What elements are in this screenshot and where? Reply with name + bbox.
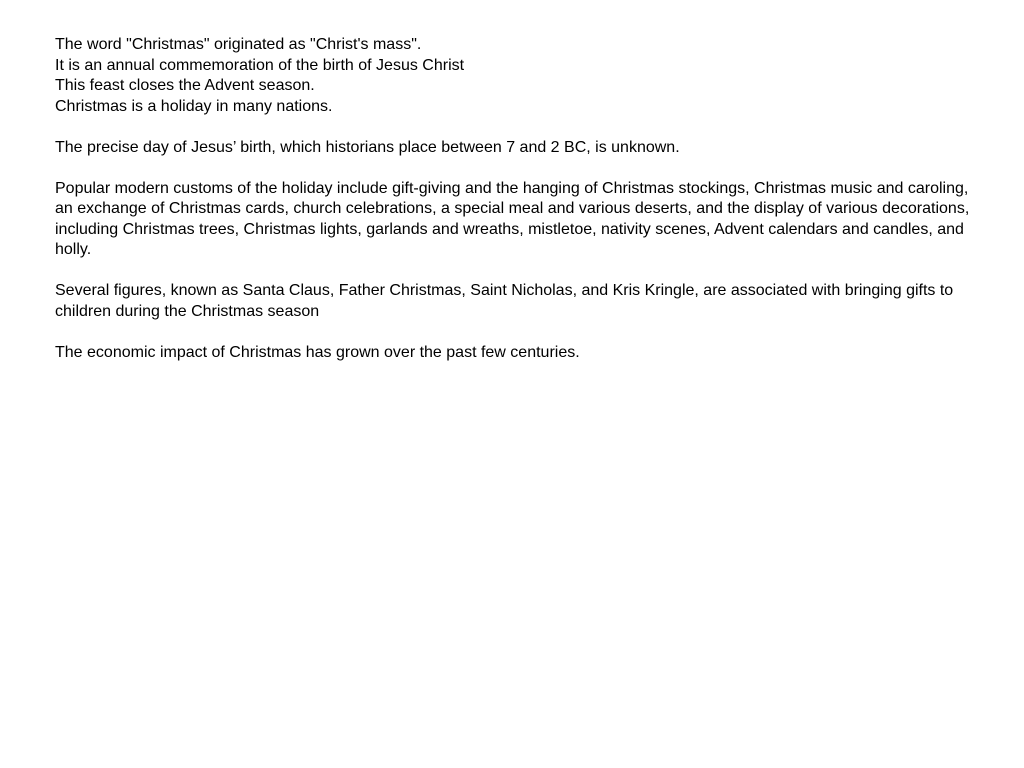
- document-body: [55, 35, 985, 384]
- intro-line-advent: This feast closes the Advent season.: [55, 77, 315, 94]
- intro-paragraph: [55, 35, 985, 117]
- birth-paragraph: The precise day of Jesus’ birth, which historians place between 7 and 2 BC, is unknown.: [55, 138, 680, 156]
- intro-line-commemoration: It is an annual commemoration of the birth of Jesus Christ: [55, 56, 465, 74]
- intro-line-holiday: Christmas is a holiday in many nations.: [55, 97, 333, 115]
- customs-paragraph: Popular modern customs of the holiday include gift-giving and the hanging of Christmas stockings, Christmas music and caroling, an exchange of Christmas cards, church celebrations, a special meal and various deserts, and the display of various decorations, including Christmas trees, Christmas lights, garlands and wreaths, mistletoe, nativity scenes, Advent calendars and candles, and holly.: [55, 179, 970, 258]
- economic-paragraph: The economic impact of Christmas has grown over the past few centuries.: [55, 343, 580, 361]
- figures-paragraph: Several figures, known as Santa Claus, Father Christmas, Saint Nicholas, and Kris Kringle, are associated with bringing gifts to children during the Christmas season: [55, 282, 954, 320]
- intro-line-origin: The word "Christmas" originated as "Christ's mass".: [55, 36, 422, 53]
